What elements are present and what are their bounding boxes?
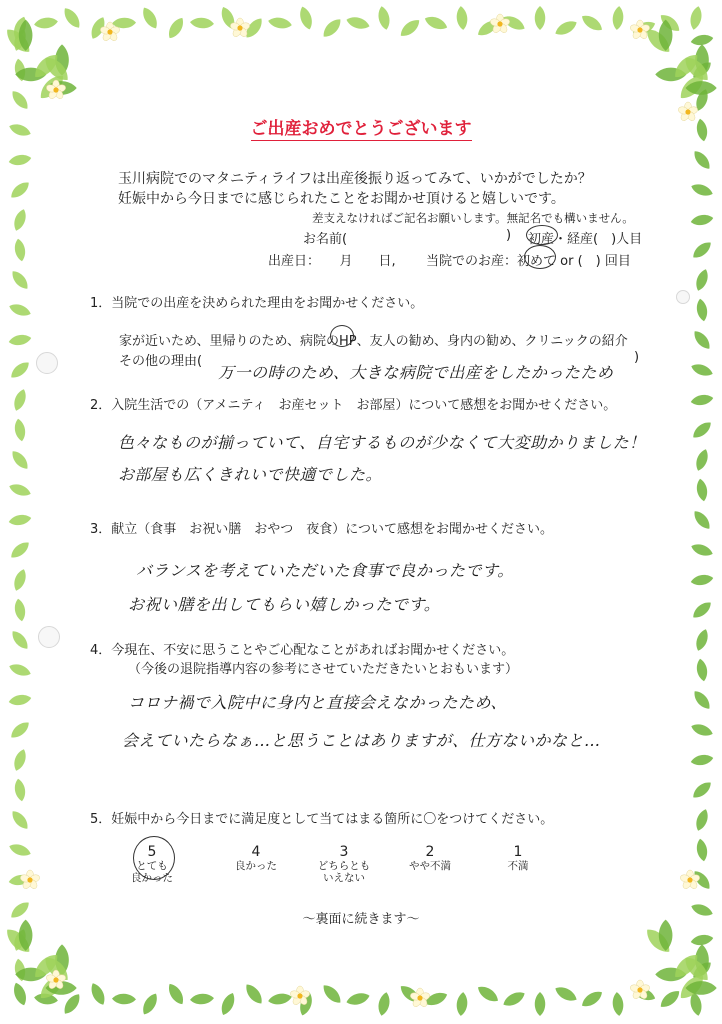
- q5-question: 5．妊娠中から今日までに満足度として当てはまる箇所に〇をつけてください。: [90, 812, 554, 827]
- first-at-hospital: 当院でのお産：初めて or ( ) 回目: [426, 254, 631, 269]
- hp-answer-circle: [330, 325, 354, 347]
- rating-option-1[interactable]: 1 不満: [507, 844, 529, 872]
- q3-handwritten-answer-1: バランスを考えていただいた食事で良かったです。: [136, 561, 514, 580]
- first-time-circle: [524, 245, 556, 269]
- q4-handwritten-answer-1: コロナ禍で入院中に身内と直接会えなかったため、: [128, 693, 507, 712]
- continued-on-back-note: 〜裏面に続きます〜: [302, 912, 420, 927]
- punch-hole-top: [36, 352, 58, 374]
- q1-question: 1．当院での出産を決められた理由をお聞かせください。: [90, 296, 424, 311]
- anonymous-note: 差支えなければご記名お願いします。無記名でも構いません。: [312, 211, 634, 225]
- q1-handwritten-answer: 万一の時のため、大きな病院で出産をしたかったため: [218, 363, 614, 382]
- birth-date: 出産日： 月 日,: [268, 254, 396, 269]
- primipara-circle: [526, 225, 558, 245]
- name-label: お名前(: [303, 232, 348, 247]
- q4-subtext: （今後の退院指導内容の参考にさせていただきたいとおもいます）: [128, 662, 519, 677]
- q2-handwritten-answer-1: 色々なものが揃っていて、自宅するものが少なくて大変助かりました！: [118, 433, 646, 452]
- intro-line-2: 妊娠中から今日までに感じられたことをお聞かせ頂けると嬉しいです。: [118, 191, 565, 207]
- selected-rating-circle: [133, 836, 175, 880]
- q3-question: 3．献立（食事 お祝い膳 おやつ 夜食）について感想をお聞かせください。: [90, 522, 554, 537]
- q4-question: 4．今現在、不安に思うことやご心配なことがあればお聞かせください。: [90, 643, 515, 658]
- q1-options: 家が近いため、里帰りのため、病院のHP、友人の勧め、身内の勧め、クリニックの紹介: [119, 334, 628, 349]
- intro-line-1: 玉川病院でのマタニティライフは出産後振り返ってみて、いかがでしたか？: [118, 171, 592, 187]
- rating-option-5[interactable]: 5 とても 良かった: [131, 844, 173, 884]
- q1-other-close: ): [634, 350, 640, 365]
- q4-handwritten-answer-2: 会えていたらなぁ…と思うことはありますが、仕方ないかなと…: [122, 731, 601, 750]
- name-field-close: ): [506, 228, 512, 243]
- q2-handwritten-answer-2: お部屋も広くきれいで快適でした。: [118, 465, 383, 484]
- punch-hole-bottom: [38, 626, 60, 648]
- rating-option-3[interactable]: 3 どちらとも いえない: [317, 844, 371, 884]
- q1-other-label: その他の理由(: [119, 354, 203, 369]
- q2-question: 2．入院生活での（アメニティ お産セット お部屋）について感想をお聞かせください。: [90, 398, 617, 413]
- punch-hole-right: [676, 290, 690, 304]
- page-title: ご出産おめでとうございます: [250, 119, 472, 139]
- birth-type: 初産・経産( )人目: [528, 232, 643, 247]
- rating-option-4[interactable]: 4 良かった: [235, 844, 277, 872]
- rating-option-2[interactable]: 2 やや不満: [409, 844, 451, 872]
- q3-handwritten-answer-2: お祝い膳を出してもらい嬉しかったです。: [128, 595, 441, 614]
